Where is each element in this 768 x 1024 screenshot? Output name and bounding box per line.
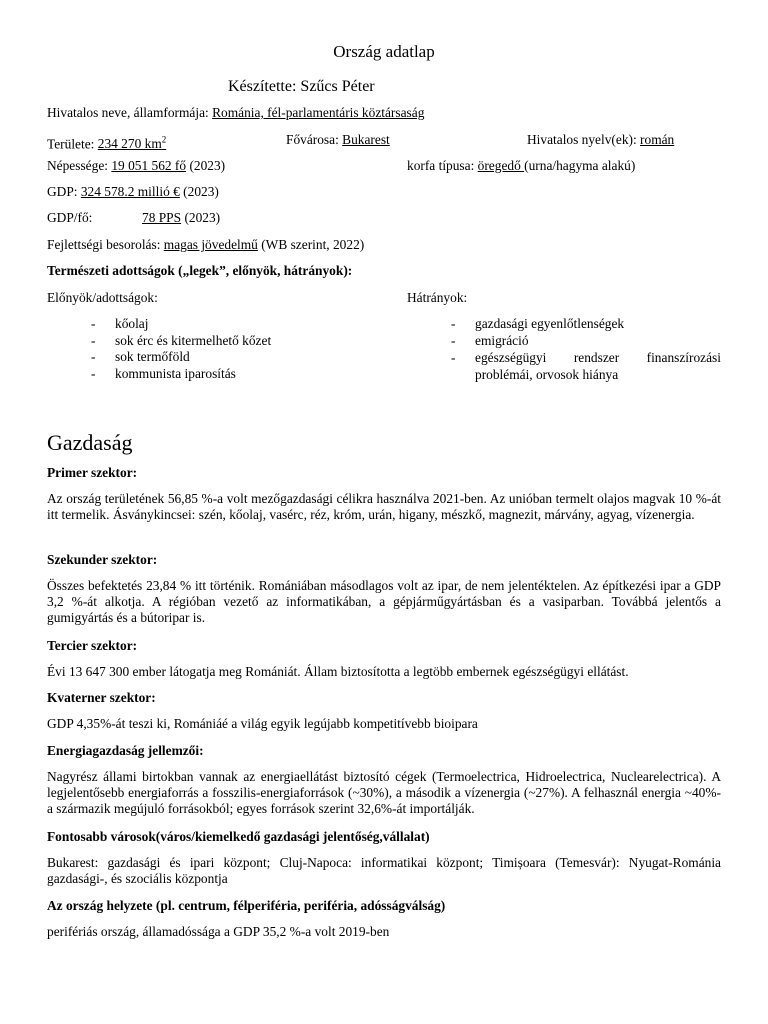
energy-heading: Energiagazdaság jellemzői: (47, 743, 204, 758)
author-line: Készítette: Szűcs Péter (228, 78, 375, 95)
cities-text: Bukarest: gazdasági és ipari központ; Cluj-Napoca: informatikai központ; Timișoara (Temesvár): Nyugat-Románia gazdasági-, és szociális központja (47, 855, 721, 886)
gdp-per-capita-year: (2023) (181, 210, 221, 225)
pyramid-row (407, 158, 635, 174)
capital-row (286, 132, 390, 148)
primary-heading: Primer szektor: (47, 465, 138, 480)
area-row (47, 132, 166, 152)
disadvantages-list (451, 316, 721, 383)
cities-heading: Fontosabb városok(város/kiemelkedő gazdasági jelentőség,vállalat) (47, 829, 430, 844)
capital-label: Fővárosa: (286, 132, 343, 147)
primary-text: Az ország területének 56,85 %-a volt mezőgazdasági célikra használva 2021-ben. Az unióban termelt olajos magvak 10 %-át itt termelik. Ásványkincsei: szén, kőolaj, vasérc, réz, króm, urán, higany, mészkő, magnezit, márvány, agyag, vízenergia. (47, 491, 721, 522)
population-label: Népessége: (47, 158, 112, 173)
gdp-label: GDP: (47, 184, 81, 199)
list-item: - gazdasági egyenlőtlenségek (451, 316, 721, 333)
page-title-text: Ország adatlap (333, 42, 435, 61)
list-item: - emigráció (451, 333, 721, 350)
population-row (47, 158, 225, 174)
pyramid-shape: (urna/hagyma alakú) (524, 158, 636, 173)
gdp-per-capita-row (142, 210, 220, 226)
gdp-per-capita-value: 78 PPS (142, 210, 182, 225)
gdp-per-capita-label: GDP/fő: (47, 210, 93, 225)
disadvantages-label: Hátrányok: (407, 290, 468, 305)
list-item: - kőolaj (91, 316, 331, 333)
area-label: Területe: (47, 136, 98, 152)
quaternary-heading: Kvaterner szektor: (47, 690, 156, 705)
language-value: román (640, 132, 675, 147)
capital-value: Bukarest (342, 132, 390, 147)
secondary-text: Összes befektetés 23,84 % itt történik. Romániában másodlagos volt az ipar, de nem jelentéktelen. Az építkezési ipar a GDP 3,2 %-át alkotja. A régióban vezető az informatikában, a gépjárműgyártásban és a vasiparban. Továbbá jelentős a gumigyártás és a bútoripar is. (47, 578, 721, 625)
page-title (0, 44, 768, 60)
gdp-year: (2023) (179, 184, 219, 199)
language-row (527, 132, 674, 148)
pyramid-label: korfa típusa: (407, 158, 478, 173)
status-text: perifériás ország, államadóssága a GDP 35,2 %-a volt 2019-ben (47, 924, 390, 939)
official-name-label: Hivatalos neve, államformája: (47, 105, 213, 120)
population-year: (2023) (186, 158, 226, 173)
tertiary-text: Évi 13 647 300 ember látogatja meg Romániát. Állam biztosította a legtöbb embernek egészségügyi ellátást. (47, 664, 629, 679)
economy-heading: Gazdaság (47, 430, 133, 455)
pyramid-value: öregedő (477, 158, 525, 173)
population-value: 19 051 562 fő (111, 158, 187, 173)
list-item: - egészségügyi rendszer finanszírozási problémái, orvosok hiánya (451, 349, 721, 383)
list-item: - sok termőföld (91, 349, 331, 366)
development-label: Fejlettségi besorolás: (47, 237, 164, 252)
official-name-row (47, 105, 424, 121)
status-heading: Az ország helyzete (pl. centrum, félperiféria, periféria, adósságválság) (47, 898, 446, 913)
development-source: (WB szerint, 2022) (257, 237, 365, 252)
list-item: - kommunista iparosítás (91, 366, 331, 383)
development-value: magas jövedelmű (163, 237, 258, 252)
language-label: Hivatalos nyelv(ek): (527, 132, 641, 147)
official-name-value: Románia, fél-parlamentáris köztársaság (212, 105, 425, 120)
area-unit-sup: 2 (161, 135, 167, 145)
energy-text: Nagyrész állami birtokban vannak az energiaellátást biztosító cégek (Termoelectrica, Hidroelectrica, Nuclearelectrica). A legjelentősebb energiaforrás a fosszilis-energiaforrások (~30%), a második a vízenergia (~27%). A felhasznál energia ~40%-a származik megújuló forrásokból; egyes források szerint 32,6%-át importálják. (47, 769, 721, 816)
gdp-row (47, 184, 219, 200)
gdp-value: 324 578.2 millió € (80, 184, 180, 199)
advantages-list (91, 316, 331, 382)
natural-heading: Természeti adottságok („legek”, előnyök, hátrányok): (47, 263, 353, 278)
tertiary-heading: Tercier szektor: (47, 638, 138, 653)
secondary-heading: Szekunder szektor: (47, 552, 158, 567)
quaternary-text: GDP 4,35%-át teszi ki, Romániáé a világ egyik legújabb kompetitívebb bioipara (47, 716, 478, 731)
area-value: 234 270 km (97, 136, 162, 152)
advantages-label: Előnyök/adottságok: (47, 290, 158, 305)
development-row (47, 237, 364, 253)
list-item: - sok érc és kitermelhető kőzet (91, 333, 331, 350)
